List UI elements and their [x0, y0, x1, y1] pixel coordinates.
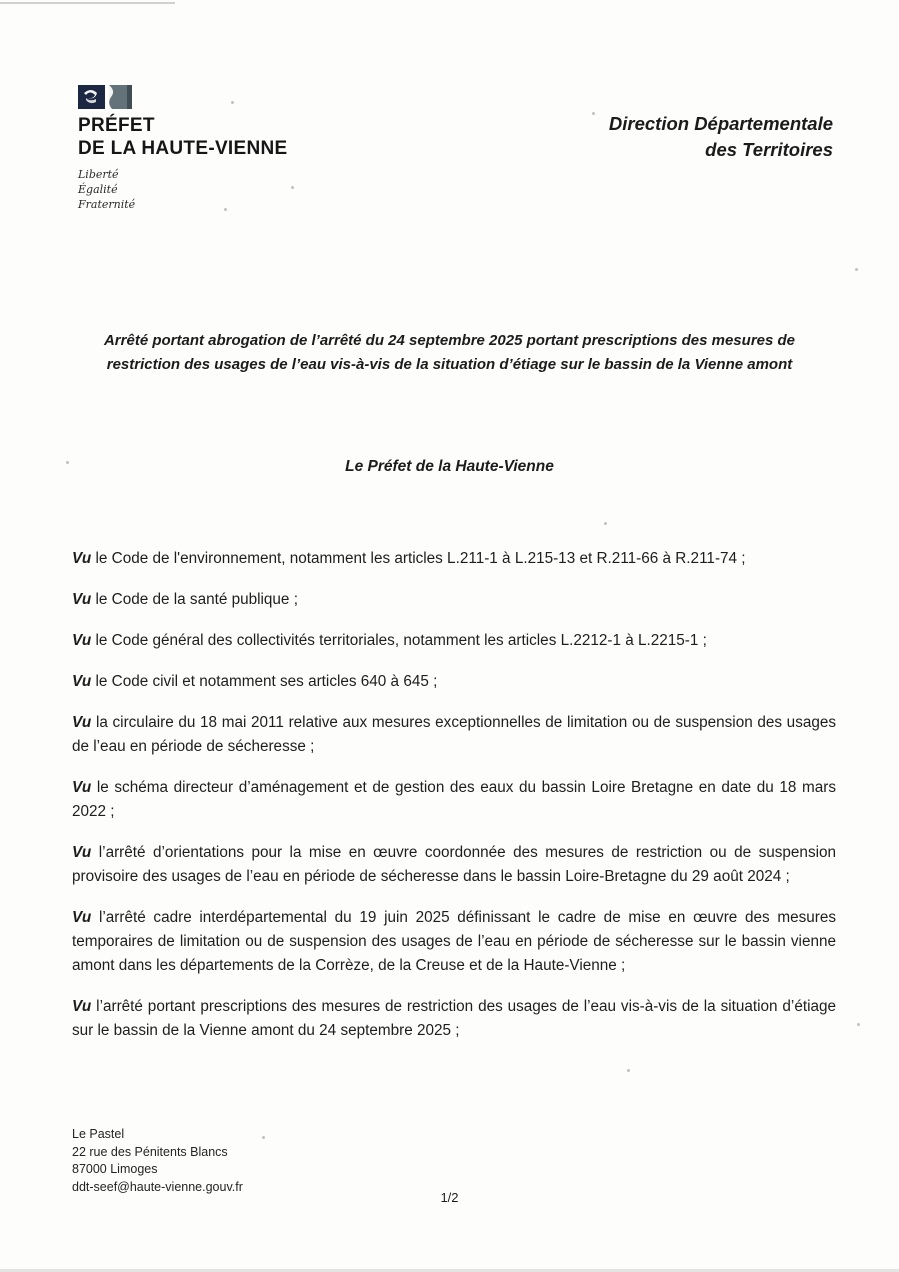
directorate-line1: Direction Départementale — [608, 113, 833, 134]
prefecture-name-line2: DE LA HAUTE-VIENNE — [78, 138, 288, 159]
scan-speck — [604, 522, 607, 525]
recital-collectivites — [72, 629, 836, 653]
scan-speck — [262, 1136, 265, 1139]
scan-speck — [857, 1023, 860, 1026]
recital-lead: Vu — [72, 779, 92, 796]
recital-environnement — [72, 547, 836, 571]
footer-street: 22 rue des Pénitents Blancs — [72, 1144, 228, 1159]
recital-lead: Vu — [72, 673, 92, 690]
recital-sdage-2022 — [72, 776, 836, 824]
motto-fraternite: Fraternité — [78, 198, 136, 211]
recital-lead: Vu — [72, 909, 92, 926]
directorate-line2: des Territoires — [705, 139, 833, 160]
scan-speck — [855, 268, 858, 271]
recital-lead: Vu — [72, 550, 92, 567]
recital-lead: Vu — [72, 591, 92, 608]
document-title: Arrêté portant abrogation de l’arrêté du 24 septembre 2025 portant prescriptions des mesures de restriction des usages de l’eau vis-à-vis de la situation d’étiage sur le bassin de la Vienne amont — [103, 332, 796, 373]
recital-prescriptions-sept-2025 — [72, 995, 836, 1043]
prefecture-name-line1: PRÉFET — [78, 115, 155, 136]
recital-circulaire-2011 — [72, 711, 836, 759]
recital-sante-publique — [72, 588, 836, 612]
recital-lead: Vu — [72, 714, 92, 731]
motto-egalite: Égalité — [78, 183, 118, 196]
recital-text: le Code civil et notamment ses articles 640 à 645 ; — [95, 673, 438, 690]
motto-liberte: Liberté — [78, 168, 119, 181]
recital-lead: Vu — [72, 632, 92, 649]
recital-code-civil — [72, 670, 836, 694]
scan-speck — [291, 186, 294, 189]
recital-text: le schéma directeur d’aménagement et de gestion des eaux du bassin Loire Bretagne en date du 18 mars 2022 ; — [72, 779, 836, 820]
recitals-section — [72, 547, 836, 1060]
recital-orientations-2024 — [72, 841, 836, 889]
marianne-flag-logo-icon — [78, 84, 136, 111]
recital-lead: Vu — [72, 998, 92, 1015]
issuer-line: Le Préfet de la Haute-Vienne — [345, 458, 554, 475]
footer-building: Le Pastel — [72, 1127, 125, 1141]
recital-text: l’arrêté cadre interdépartemental du 19 juin 2025 définissant le cadre de mise en œuvre des mesures temporaires de limitation ou de suspension des usages de l’eau en période de sécheresse sur le bassin vienne amont dans les départements de la Corrèze, de la Creuse et de la Haute-Vienne ; — [72, 909, 836, 974]
recital-text: l’arrêté d’orientations pour la mise en œuvre coordonnée des mesures de restriction ou de suspension provisoire des usages de l’eau en période de sécheresse dans le bassin Loire-Bretagne du 29 août 2024 ; — [72, 844, 837, 885]
footer-address — [72, 1126, 243, 1196]
recital-text: le Code de l'environnement, notamment les articles L.211-1 à L.215-13 et R.211-66 à R.211-74 ; — [95, 550, 746, 567]
republic-motto — [78, 167, 287, 212]
scan-smudge — [0, 2, 175, 4]
prefecture-header — [78, 84, 287, 212]
scan-speck — [627, 1069, 630, 1072]
recital-text: l’arrêté portant prescriptions des mesures de restriction des usages de l’eau vis-à-vis de la situation d’étiage sur le bassin de la Vienne amont du 24 septembre 2025 ; — [72, 998, 837, 1039]
footer-city: 87000 Limoges — [72, 1162, 158, 1176]
page-number: 1/2 — [440, 1190, 459, 1205]
recital-text: le Code général des collectivités territoriales, notamment les articles L.2212-1 à L.2215-1 ; — [95, 632, 707, 649]
scan-speck — [592, 112, 595, 115]
recital-cadre-2025 — [72, 906, 836, 978]
recital-text: le Code de la santé publique ; — [95, 591, 298, 608]
footer-email: ddt-seef@haute-vienne.gouv.fr — [72, 1179, 243, 1194]
recital-text: la circulaire du 18 mai 2011 relative aux mesures exceptionnelles de limitation ou de suspension des usages de l’eau en période de sécheresse ; — [72, 714, 837, 755]
recital-lead: Vu — [72, 844, 92, 861]
directorate-name — [609, 111, 833, 163]
prefecture-name — [78, 114, 287, 160]
